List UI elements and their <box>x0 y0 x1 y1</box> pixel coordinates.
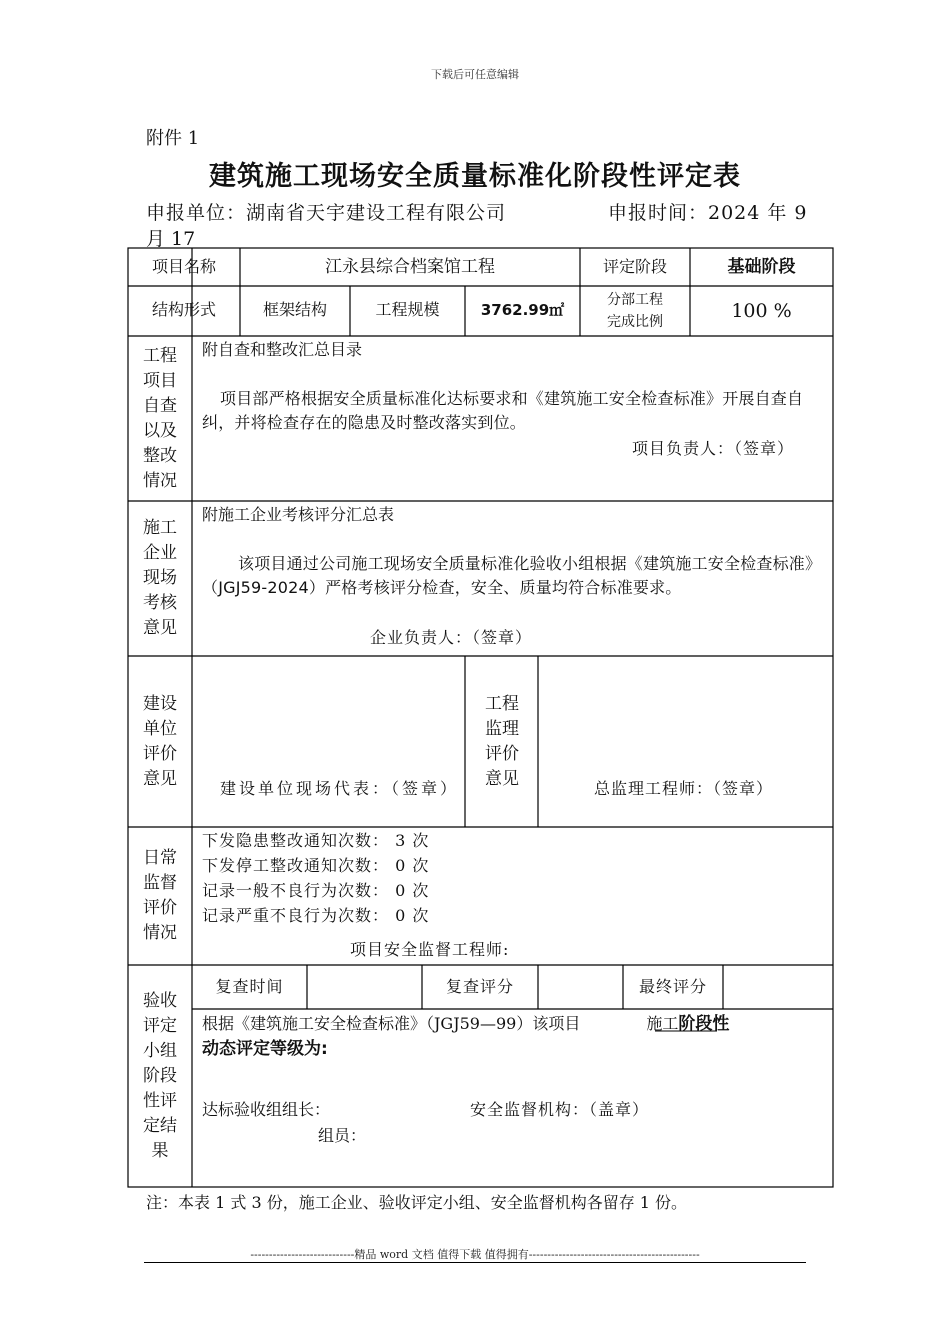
daily-records <box>202 828 429 928</box>
recheck-score-label: 复查评分 <box>445 977 514 996</box>
owner-sign: 建设单位现场代表：（签章） <box>220 779 460 798</box>
attachment-label: 附件 1 <box>146 128 200 149</box>
report-time: 申报时间：2024 年 9 <box>608 202 808 224</box>
project-name-label: 项目名称 <box>151 257 216 276</box>
basis-text-2: 施工 <box>646 1014 679 1033</box>
company-sign: 企业负责人：（签章） <box>370 628 533 647</box>
acceptance-basis <box>202 1012 832 1038</box>
self-check-sign: 项目负责人：（签章） <box>632 439 795 458</box>
label-line: 考核 <box>143 593 177 613</box>
recheck-time-label: 复查时间 <box>215 977 284 996</box>
label-line: 单位 <box>143 719 177 739</box>
label-line: 情况 <box>143 923 177 943</box>
header-note: 下载后可任意编辑 <box>431 68 519 81</box>
label-line: 评价 <box>485 744 519 764</box>
report-time-continued: 月 17 <box>146 228 196 250</box>
supervisor-sign: 总监理工程师：（签章） <box>594 779 774 798</box>
owner-label <box>140 692 180 792</box>
project-name-value: 江永县综合档案馆工程 <box>325 257 495 277</box>
self-check-attachment: 附自查和整改汇总目录 <box>202 340 363 359</box>
label-line: 工程 <box>485 694 519 714</box>
company-attachment: 附施工企业考核评分汇总表 <box>202 505 395 524</box>
label-line: 评价 <box>143 898 177 918</box>
label-line: 果 <box>151 1141 169 1161</box>
label-line: 意见 <box>143 769 177 789</box>
acceptance-agency: 安全监督机构：（盖章） <box>470 1100 650 1119</box>
daily-label <box>140 846 180 946</box>
ratio-label-line1: 分部工程 <box>607 292 663 308</box>
label-line: 建设 <box>143 694 177 714</box>
table-note: 注：本表 1 式 3 份，施工企业、验收评定小组、安全监督机构各留存 1 份。 <box>146 1193 688 1212</box>
acceptance-grade-label: 动态评定等级为: <box>202 1039 328 1059</box>
supervisor-label <box>482 692 522 792</box>
acceptance-member: 组员： <box>318 1126 367 1145</box>
basis-text: 根据《建筑施工安全检查标准》（JGJ59—99）该项目 <box>202 1014 581 1033</box>
stage-value: 基础阶段 <box>727 257 796 277</box>
basis-text-3: 阶段性 <box>678 1014 730 1034</box>
ratio-label <box>580 289 690 333</box>
label-line: 自查 <box>143 396 177 416</box>
page-title: 建筑施工现场安全质量标准化阶段性评定表 <box>209 161 741 192</box>
structure-label: 结构形式 <box>151 300 216 319</box>
scale-value: 3762.99㎡ <box>480 301 565 319</box>
self-check-label <box>140 344 180 494</box>
footer-rule <box>144 1262 806 1263</box>
label-line: 小组 <box>143 1041 177 1061</box>
label-line: 项目 <box>143 371 177 391</box>
company-label <box>140 516 180 641</box>
scale-label: 工程规模 <box>375 300 440 319</box>
label-line: 意见 <box>143 618 177 638</box>
label-line: 阶段 <box>143 1066 177 1086</box>
label-line: 工程 <box>143 346 177 366</box>
acceptance-leader: 达标验收组组长： <box>202 1100 331 1119</box>
daily-sign: 项目安全监督工程师: <box>350 940 510 959</box>
stage-label: 评定阶段 <box>602 257 667 276</box>
label-line: 日常 <box>143 848 177 868</box>
label-line: 评价 <box>143 744 177 764</box>
report-unit: 申报单位：湖南省天宇建设工程有限公司 <box>146 202 507 224</box>
label-line: 定结 <box>143 1116 177 1136</box>
label-line: 监督 <box>143 873 177 893</box>
label-line: 以及 <box>143 421 177 441</box>
acceptance-label <box>140 989 180 1164</box>
label-line: 情况 <box>143 471 177 491</box>
daily-record: 下发隐患整改通知次数： 3 次 <box>202 831 430 850</box>
structure-value: 框架结构 <box>262 300 327 319</box>
daily-record: 记录严重不良行为次数： 0 次 <box>202 906 430 925</box>
company-text: 该项目通过公司施工现场安全质量标准化验收小组根据《建筑施工安全检查标准》（JGJ59-2024）严格考核评分检查，安全、质量均符合标准要求。 <box>202 554 822 597</box>
label-line: 评定 <box>143 1016 177 1036</box>
self-check-text: 项目部严格根据安全质量标准化达标要求和《建筑施工安全检查标准》开展自查自纠，并将检查存在的隐患及时整改落实到位。 <box>202 389 804 432</box>
daily-record: 下发停工整改通知次数： 0 次 <box>202 856 430 875</box>
label-line: 企业 <box>143 543 177 563</box>
label-line: 意见 <box>485 769 519 789</box>
ratio-value: 100 % <box>731 300 792 322</box>
label-line: 现场 <box>143 568 177 588</box>
label-line: 整改 <box>143 446 177 466</box>
footer-note: ----------------------------精品 word 文档 值得下载 值得拥有---------------------------------------------- <box>250 1248 700 1261</box>
label-line: 性评 <box>143 1091 177 1111</box>
daily-record: 记录一般不良行为次数： 0 次 <box>202 881 430 900</box>
label-line: 监理 <box>485 719 519 739</box>
final-score-label: 最终评分 <box>638 977 707 996</box>
ratio-label-line2: 完成比例 <box>607 314 663 330</box>
label-line: 施工 <box>143 518 177 538</box>
label-line: 验收 <box>143 991 177 1011</box>
